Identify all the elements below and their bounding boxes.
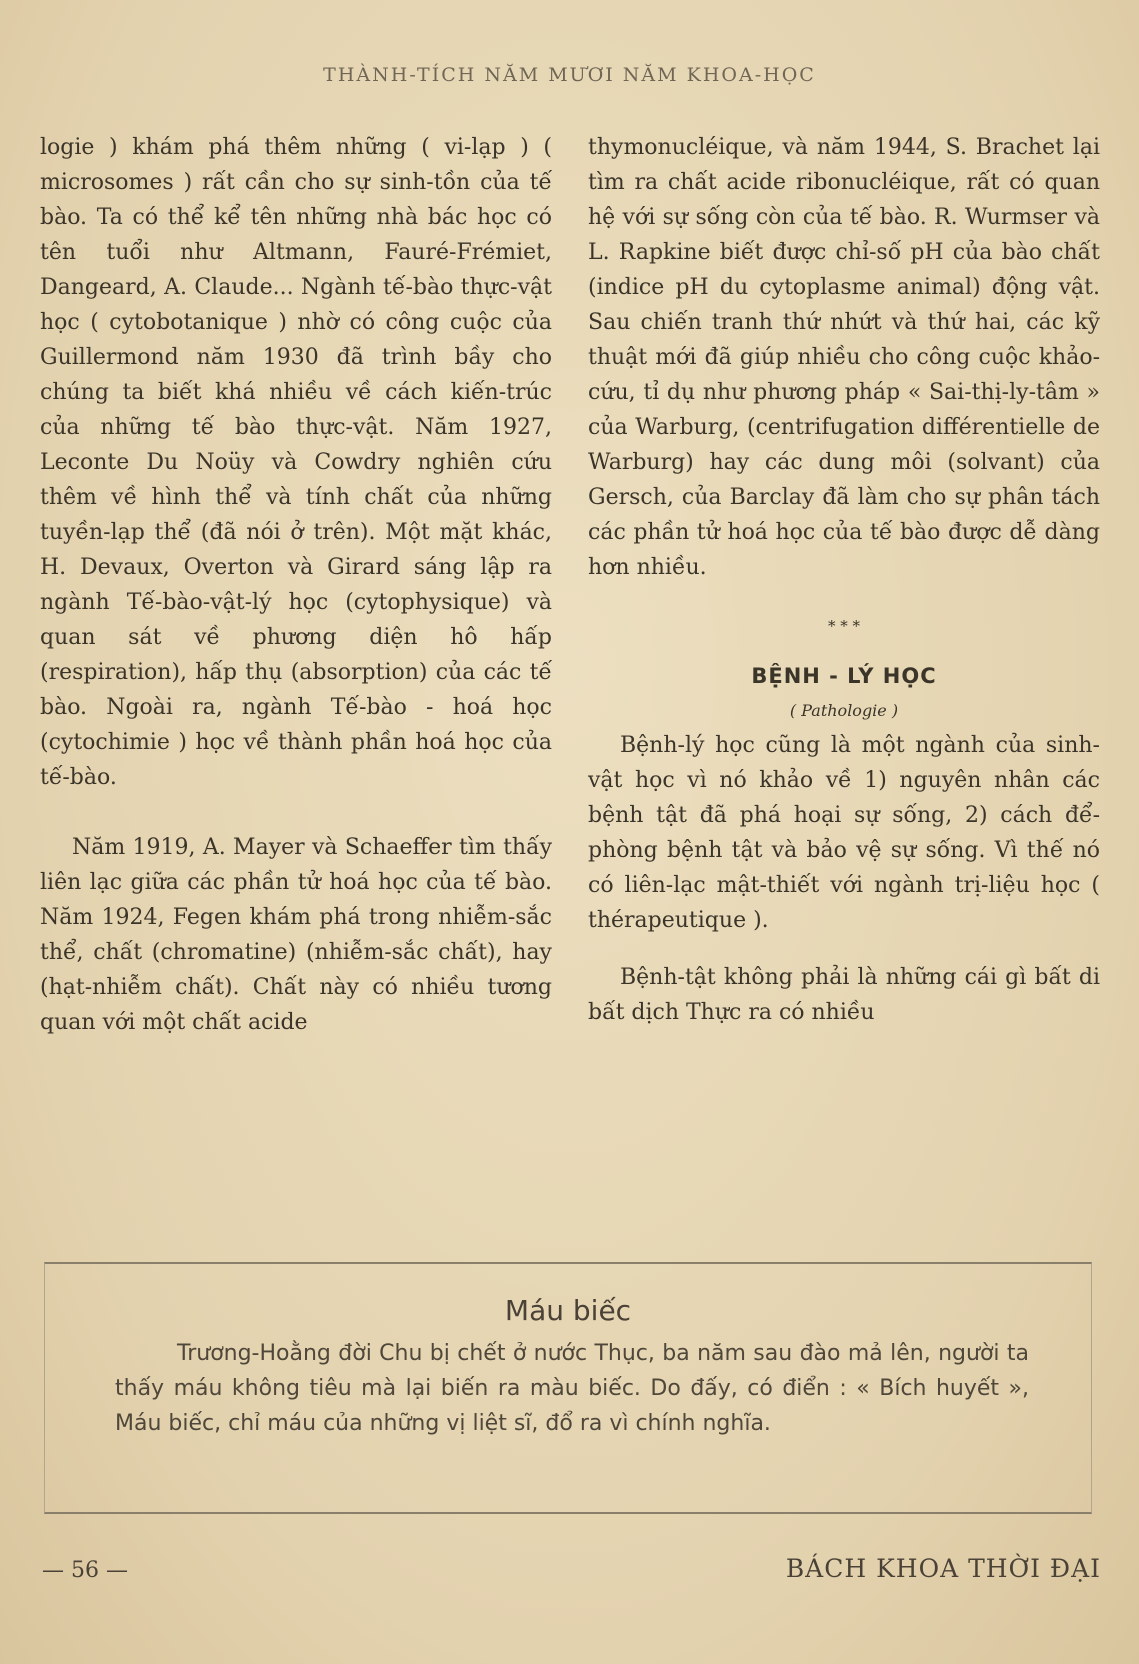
section-subtitle: ( Pathologie ) (789, 701, 899, 720)
publication-name: BÁCH KHOA THỜI ĐẠI (785, 1554, 1101, 1583)
box-title: Máu biếc (504, 1294, 632, 1327)
page-number: — 56 — (42, 1558, 128, 1583)
right-paragraph-3: Bệnh-tật không phải là những cái gì bất di bất dịch Thực ra có nhiều (588, 965, 1100, 1025)
box-text: Trương-Hoằng đời Chu bị chết ở nước Thục, ba năm sau đào mả lên, người ta thấy máu không tiêu mà lại biến ra màu biếc. Do đấy, có điển : « Bích huyết », Máu biếc, chỉ máu của những vị liệt sĩ, đổ ra vì chính nghĩa. (115, 1341, 1029, 1436)
right-column (588, 130, 1100, 1030)
left-paragraph-1: logie ) khám phá thêm những ( vi-lạp ) ( microsomes ) rất cần cho sự sinh-tồn của tế bào. Ta có thể kể tên những nhà bác học có tên tuổi như Altmann, Fauré-Frémiet, Dangeard, A. Claude... Ngành tế-bào thực-vật học ( cytobotanique ) nhờ có công cuộc của Guillermond năm 1930 đã trình bầy cho chúng ta biết khá nhiều về cách kiến-trúc của những tế bào thực-vật. Năm 1927, Leconte Du Noüy và Cowdry nghiên cứu thêm về hình thể và tính chất của những tuyền-lạp thể (đã nói ở trên). Một mặt khác, H. Devaux, Overton và Girard sáng lập ra ngành Tế-bào-vật-lý học (cytophysique) và quan sát về phương diện hô hấp (respiration), hấp thụ (absorption) của các tế bào. Ngoài ra, ngành Tế-bào - hoá học (cytochimie ) học về thành phần hoá học của tế-bào. (40, 135, 552, 790)
left-column (40, 130, 552, 1040)
running-header: THÀNH-TÍCH NĂM MƯƠI NĂM KHOA-HỌC (323, 64, 816, 86)
sidebar-box (44, 1262, 1092, 1514)
section-ornament: * * * (827, 617, 861, 635)
section-title: BỆNH - LÝ HỌC (751, 664, 937, 688)
right-paragraph-1: thymonucléique, và năm 1944, S. Brachet lại tìm ra chất acide ribonucléique, rất có quan hệ với sự sống còn của tế bào. R. Wurmser và L. Rapkine biết được chỉ-số pH của bào chất (indice pH du cytoplasme animal) động vật. Sau chiến tranh thứ nhứt và thứ hai, các kỹ thuật mới đã giúp nhiều cho công cuộc khảo-cứu, tỉ dụ như phương pháp « Sai-thị-ly-tâm » của Warburg, (centrifugation différentielle de Warburg) hay các dung môi (solvant) của Gersch, của Barclay đã làm cho sự phân tách các phần tử hoá học của tế bào được dễ dàng hơn nhiều. (588, 135, 1100, 580)
left-paragraph-2: Năm 1919, A. Mayer và Schaeffer tìm thấy liên lạc giữa các phần tử hoá học của tế bào. Năm 1924, Fegen khám phá trong nhiễm-sắc thể, chất (chromatine) (nhiễm-sắc chất), hay (hạt-nhiễm chất). Chất này có nhiều tương quan với một chất acide (40, 835, 552, 1035)
right-paragraph-2: Bệnh-lý học cũng là một ngành của sinh-vật học vì nó khảo về 1) nguyên nhân các bệnh tật đã phá hoại sự sống, 2) cách để-phòng bệnh tật và bảo vệ sự sống. Vì thế nó có liên-lạc mật-thiết với ngành trị-liệu học ( thérapeutique ). (588, 733, 1100, 933)
